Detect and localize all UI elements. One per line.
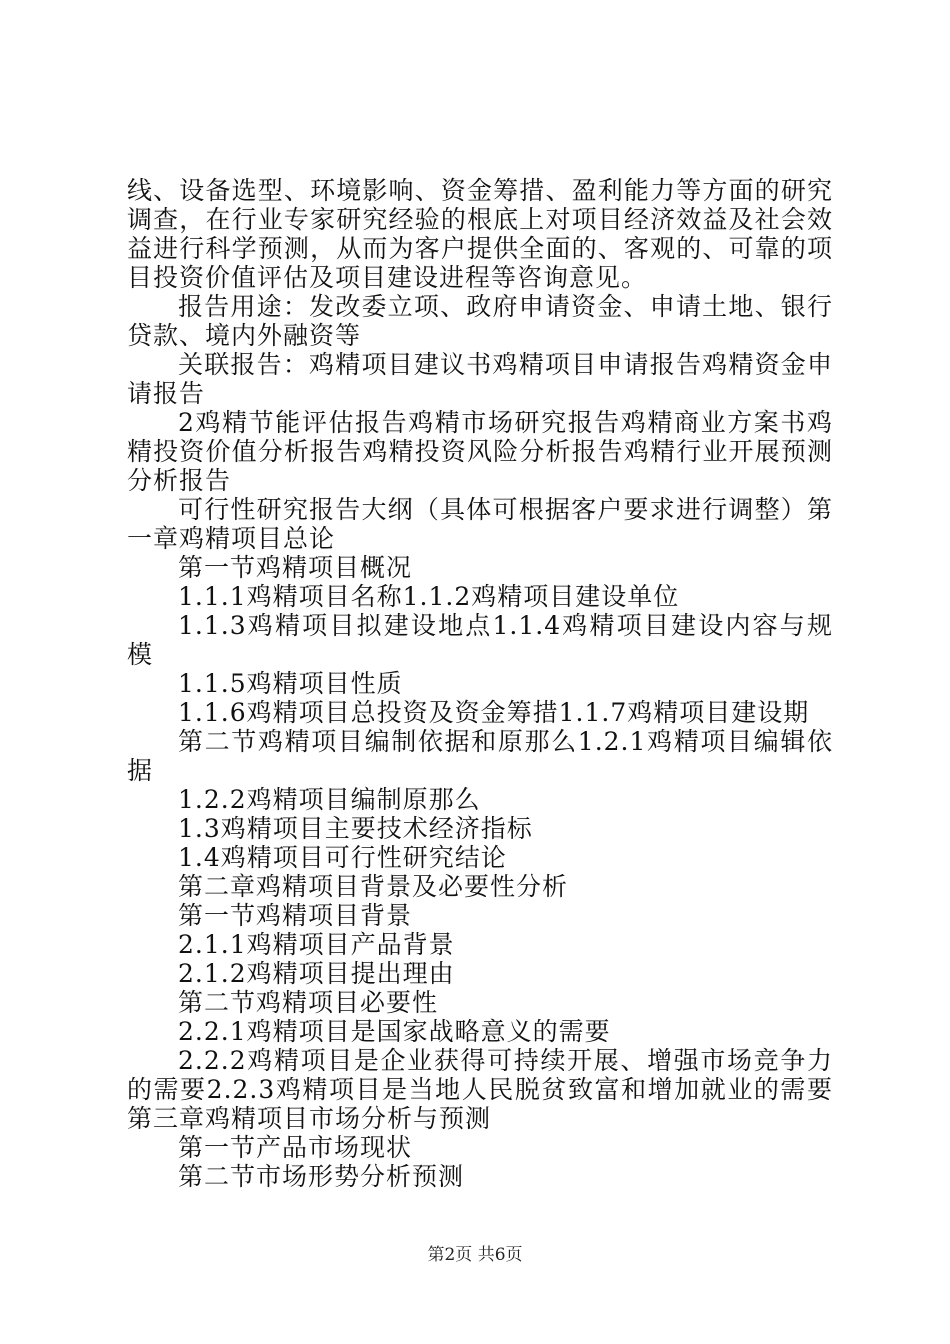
section-heading: 第二节市场形势分析预测 [178,1162,465,1191]
toc-line: 1.3鸡精项目主要技术经济指标 [178,814,533,843]
page-number-footer: 第2页 共6页 [427,1245,523,1265]
paragraph: 可行性研究报告大纲（具体可根据客户要求进行调整）第一章鸡精项目总论 [127,495,833,553]
toc-line: 2.1.2鸡精项目提出理由 [178,959,455,988]
toc-line: 2.2.2鸡精项目是企业获得可持续开展、增强市场竞争力的需要2.2.3鸡精项目是当地人民脱贫致富和增加就业的需要第三章鸡精项目市场分析与预测 [127,1046,833,1133]
toc-line: 1.1.3鸡精项目拟建设地点1.1.4鸡精项目建设内容与规模 [127,611,833,669]
toc-line: 1.1.6鸡精项目总投资及资金筹措1.1.7鸡精项目建设期 [178,698,810,727]
toc-line: 1.2.2鸡精项目编制原那么 [178,785,481,814]
paragraph: 线、设备选型、环境影响、资金筹措、盈利能力等方面的研究调查，在行业专家研究经验的根底上对项目经济效益及社会效益进行科学预测，从而为客户提供全面的、客观的、可靠的项目投资价值评估及项目建设进程等咨询意见。 [127,176,833,292]
section-heading: 第二节鸡精项目编制依据和原那么1.2.1鸡精项目编辑依据 [127,727,833,785]
toc-line: 1.1.5鸡精项目性质 [178,669,403,698]
section-heading: 第一节产品市场现状 [178,1133,413,1162]
chapter-heading: 第二章鸡精项目背景及必要性分析 [178,872,569,901]
section-heading: 第二节鸡精项目必要性 [178,988,439,1017]
document-body [127,176,833,1191]
paragraph: 关联报告：鸡精项目建议书鸡精项目申请报告鸡精资金申请报告 [127,350,833,408]
section-heading: 第一节鸡精项目概况 [178,553,413,582]
toc-line: 1.1.1鸡精项目名称1.1.2鸡精项目建设单位 [178,582,680,611]
toc-line: 2.2.1鸡精项目是国家战略意义的需要 [178,1017,611,1046]
paragraph: 报告用途：发改委立项、政府申请资金、申请土地、银行贷款、境内外融资等 [127,292,833,350]
paragraph: 2鸡精节能评估报告鸡精市场研究报告鸡精商业方案书鸡精投资价值分析报告鸡精投资风险分析报告鸡精行业开展预测分析报告 [127,408,833,495]
toc-line: 2.1.1鸡精项目产品背景 [178,930,455,959]
section-heading: 第一节鸡精项目背景 [178,901,413,930]
toc-line: 1.4鸡精项目可行性研究结论 [178,843,507,872]
